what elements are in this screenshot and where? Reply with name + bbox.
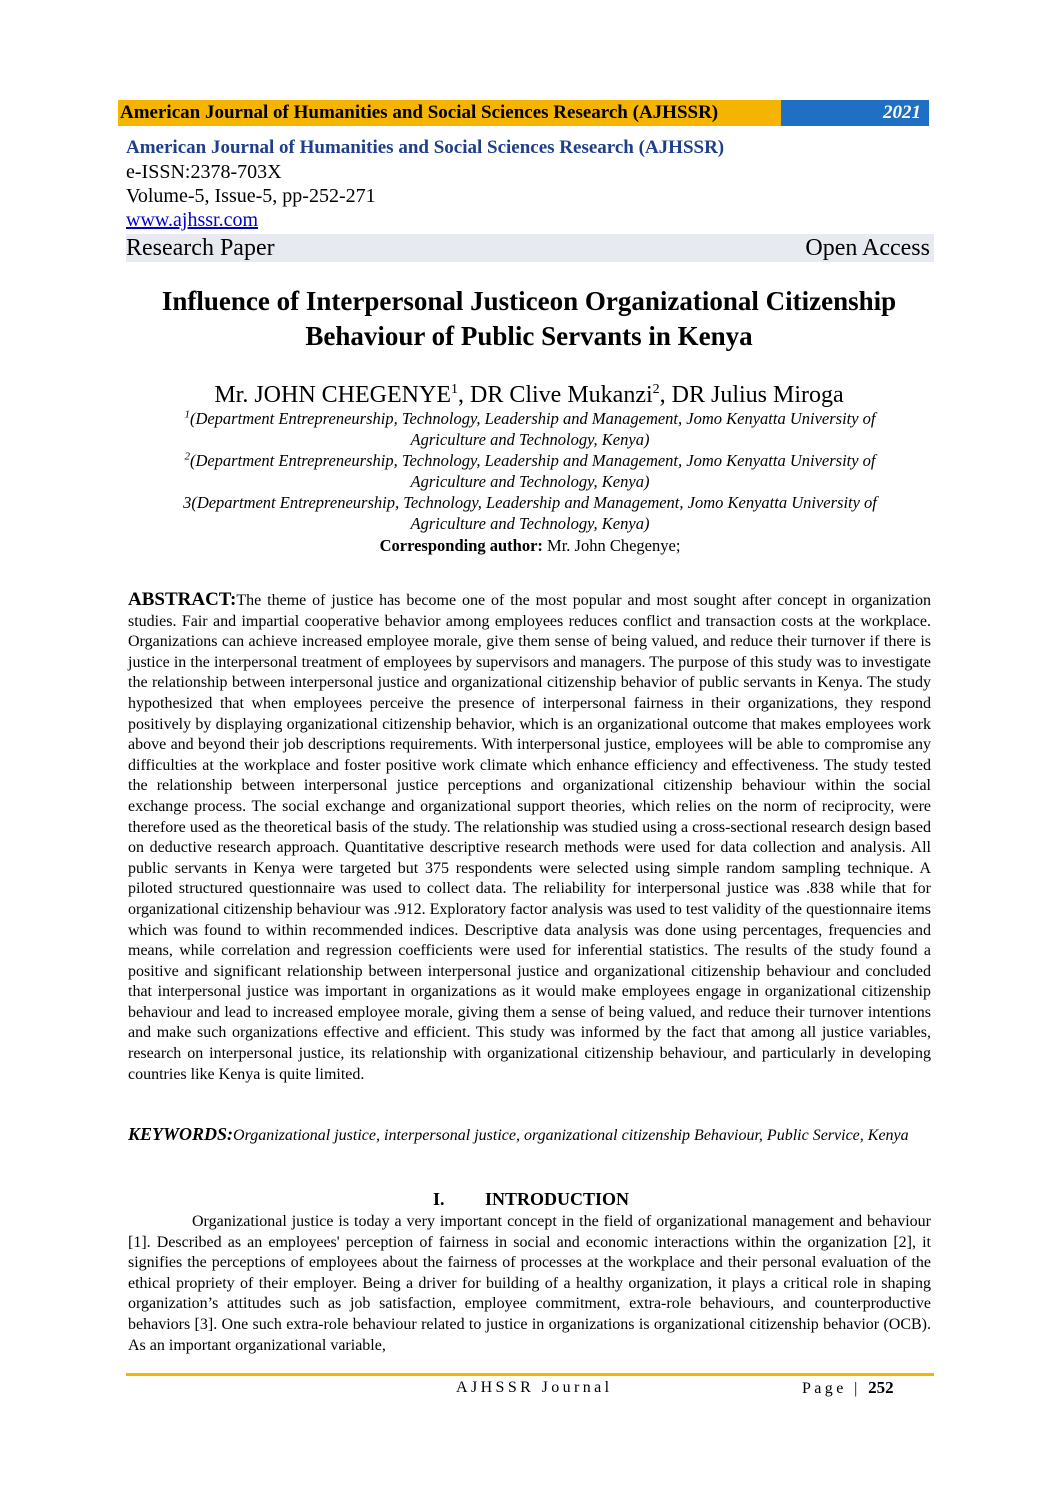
affiliation-marker: 1 (184, 408, 190, 421)
keywords (128, 1124, 931, 1147)
author-name: Mr. JOHN CHEGENYE (214, 382, 451, 408)
header-year: 2021 (781, 100, 929, 126)
introduction-paragraph: Organizational justice is today a very important concept in the field of organizational management and behaviour [1]. Described as an employees' perception of fairness in social and economic interactions within the organization [2], it signifies the perceptions of employees about the fairness of processes at the workplace and their personal evaluation of the ethical propriety of their employer. Being a driver for building of a healthy organization, it plays a critical role in shaping organization’s attitudes such as job satisfaction, employee commitment, extra-role behaviours, and counterproductive behaviors [3]. One such extra-role behaviour related to justice in organizations is organizational citizenship behavior (OCB). As an important organizational variable, (128, 1213, 931, 1354)
journal-title: American Journal of Humanities and Social Sciences Research (AJHSSR) (126, 137, 725, 158)
journal-eissn (126, 160, 934, 184)
affiliation-line: (Department Entrepreneurship, Technology, Leadership and Management, Jomo Kenyatta University of (189, 451, 876, 470)
author-list (118, 380, 940, 410)
keywords-text: Organizational justice, interpersonal justice, organizational citizenship Behaviour, Public Service, Kenya (233, 1127, 909, 1144)
page-label: Page | (802, 1380, 869, 1397)
abstract (128, 590, 931, 1085)
affiliation-line: Agriculture and Technology, Kenya) (410, 472, 650, 491)
journal-info-block (126, 136, 934, 262)
footer-page (802, 1378, 894, 1399)
paper-type: Research Paper (126, 235, 275, 261)
section-title: INTRODUCTION (485, 1189, 630, 1209)
author-separator: , (458, 382, 470, 408)
paper-type-bar (126, 234, 934, 262)
section-number: I. (433, 1189, 445, 1209)
author-separator: , (659, 382, 672, 408)
affiliation-marker: 2 (184, 450, 190, 463)
affiliation-3 (130, 492, 930, 534)
footer-rule (126, 1373, 934, 1376)
header-journal-name: American Journal of Humanities and Social Sciences Research (AJHSSR) (118, 100, 781, 126)
affiliations (130, 408, 930, 557)
affiliation-line: (Department Entrepreneurship, Technology, Leadership and Management, Jomo Kenyatta University of (189, 409, 876, 428)
title-line-1: Influence of Interpersonal Justiceon Organizational Citizenship (161, 286, 897, 316)
author-marker: 1 (451, 382, 458, 397)
eissn-value: 2378-703X (190, 161, 282, 183)
running-header (118, 100, 929, 126)
author-marker: 2 (652, 382, 660, 397)
abstract-label: ABSTRACT: (128, 589, 237, 610)
paper-title (118, 284, 940, 354)
abstract-text: The theme of justice has become one of the most popular and most sought after concept in organization studies. Fair and impartial cooperative behavior among employees reduces conflict and transaction costs at the workplace. Organizations can achieve increased employee morale, give them sense of being valued, and reduce their turnover if there is justice in the interpersonal treatment of employees by supervisors and managers. The purpose of this study was to investigate the relationship between interpersonal justice and organizational citizenship behavior of public servants in Kenya. The study hypothesized that when employees perceive the presence of interpersonal fairness in their organizations, they respond positively by displaying organizational citizenship behavior, which is an organizational outcome that makes employees work above and beyond their job descriptions requirements. With interpersonal justice, employees will be able to compromise any difficulties at the workplace and foster positive work climate which enhance efficiency and effectiveness. The study tested the relationship between interpersonal justice perceptions and organizational citizenship behaviour within the social exchange process. The social exchange and organizational support theories, which relies on the norm of reciprocity, were therefore used as the theoretical basis of the study. The relationship was studied using a cross-sectional research design based on deductive research approach. Quantitative descriptive research methods were used for data collection and analysis. All public servants in Kenya were targeted but 375 respondents were selected using simple random sampling technique. A piloted structured questionnaire was used to collect data. The reliability for interpersonal justice was .838 while that for organizational citizenship behaviour was .912. Exploratory factor analysis was used to test validity of the questionnaire items which was found to within recommended indices. Descriptive data analysis was done using percentages, frequencies and means, while correlation and regression coefficients were used for inferential statistics. The results of the study found a positive and significant relationship between interpersonal justice and organizational citizenship behaviour and concluded that interpersonal justice was important in organizations as it would make employees engage in organizational citizenship behaviour and lead to increased employee morale, giving them a sense of being valued, and reduce their turnover intentions and make such organizations effective and efficient. This study was informed by the fact that among all justice variables, research on interpersonal justice, its relationship with organizational citizenship behaviour, and particularly in developing countries like Kenya is quite limited. (128, 592, 931, 1083)
affiliation-line: Agriculture and Technology, Kenya) (410, 514, 650, 533)
footer-journal: AJHSSR Journal (456, 1379, 613, 1396)
corresponding-label: Corresponding author: (379, 536, 543, 555)
affiliation-2 (130, 450, 930, 492)
author-name: DR Clive Mukanzi (470, 382, 653, 408)
title-line-2: Behaviour of Public Servants in Kenya (305, 321, 753, 351)
affiliation-line: Agriculture and Technology, Kenya) (410, 430, 650, 449)
journal-volume: Volume-5, Issue-5, pp-252-271 (126, 185, 376, 207)
eissn-label: e-ISSN: (126, 161, 191, 183)
corresponding-author (130, 535, 930, 557)
affiliation-1 (130, 408, 930, 450)
access-type: Open Access (805, 235, 930, 261)
author-name: DR Julius Miroga (671, 382, 844, 408)
journal-website-link[interactable]: www.ajhssr.com (126, 209, 259, 231)
corresponding-value: Mr. John Chegenye; (542, 536, 681, 555)
keywords-label: KEYWORDS: (128, 1124, 234, 1144)
section-heading-introduction (128, 1187, 931, 1211)
page-number: 252 (868, 1378, 894, 1397)
affiliation-line: 3(Department Entrepreneurship, Technology, Leadership and Management, Jomo Kenyatta University of (183, 493, 877, 512)
